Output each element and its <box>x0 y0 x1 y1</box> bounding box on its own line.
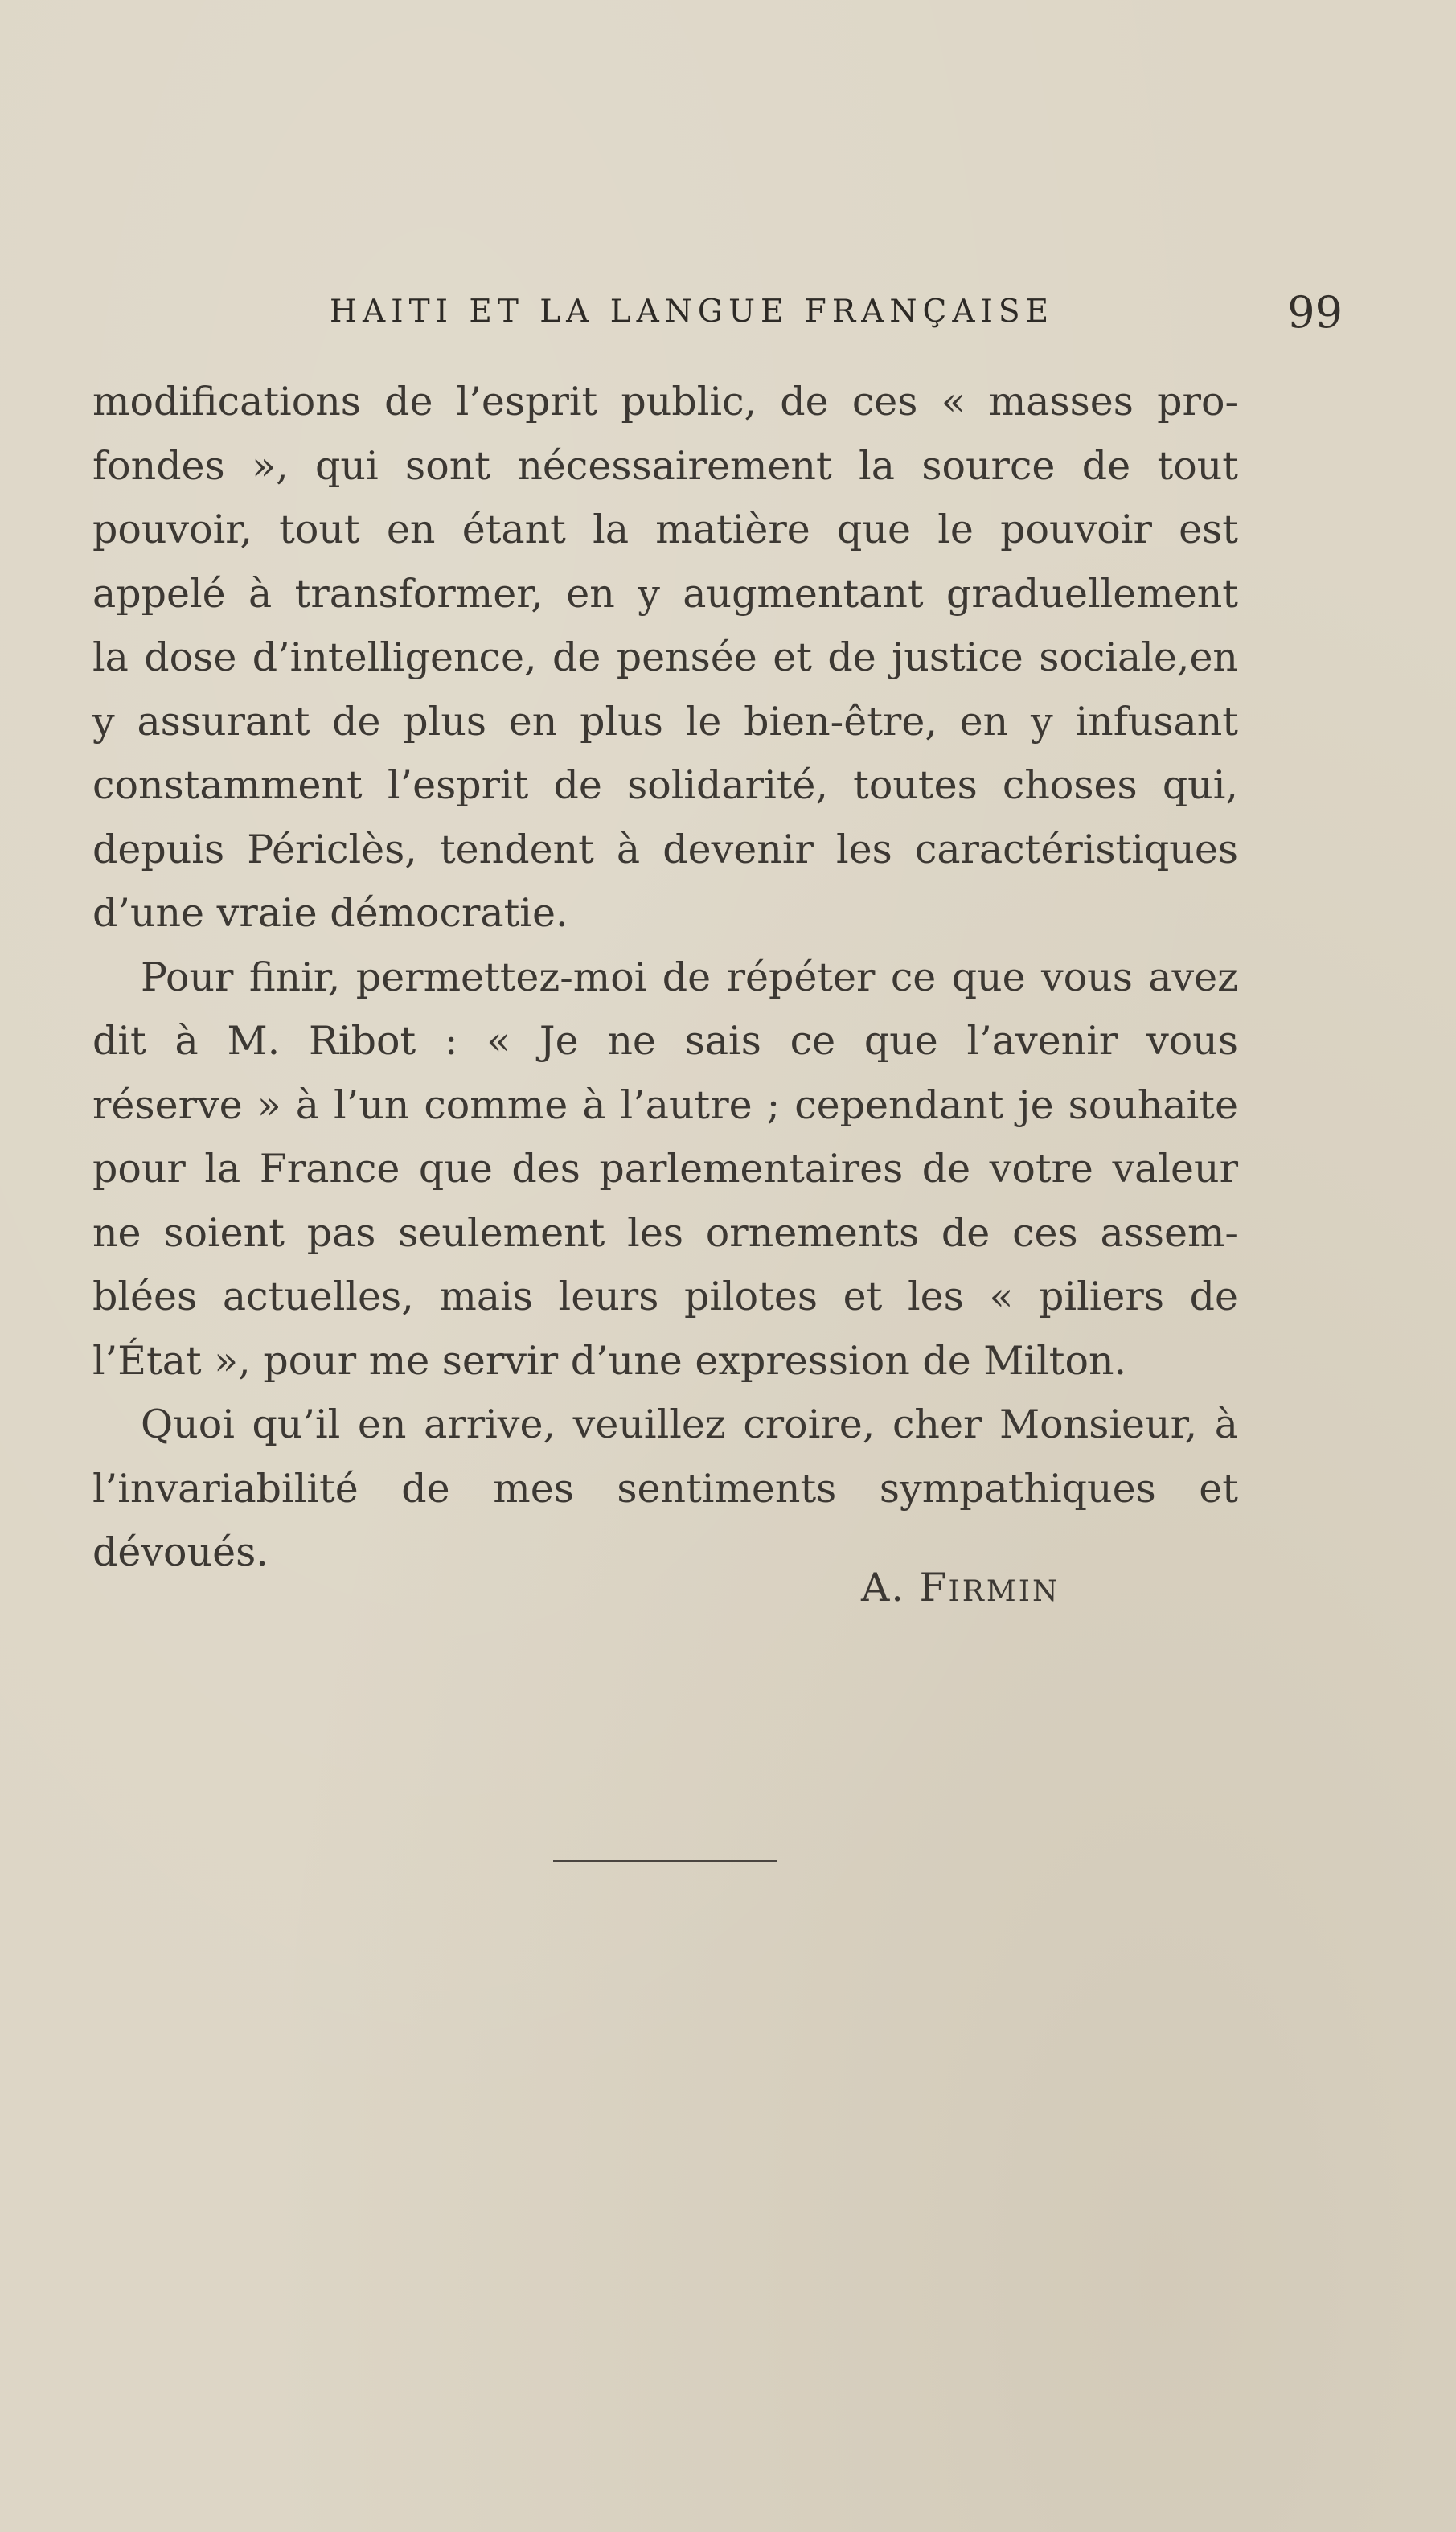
text-line: dit à M. Ribot : « Je ne sais ce que l’avenir vous <box>92 1018 1238 1064</box>
text-line: l’invariabilité de mes sentiments sympathiques et <box>92 1465 1238 1512</box>
text-line: ne soient pas seulement les ornements de ces assem- <box>92 1209 1238 1256</box>
end-rule <box>553 1860 777 1862</box>
text-line: la dose d’intelligence, de pensée et de justice sociale,en <box>92 634 1238 680</box>
text-line: Pour finir, permettez-moi de répéter ce que vous avez <box>141 954 1238 1000</box>
text-line: appelé à transformer, en y augmentant graduellement <box>92 570 1238 617</box>
text-line: Quoi qu’il en arrive, veuillez croire, cher Monsieur, à <box>141 1401 1238 1447</box>
text-line: l’État », pour me servir d’une expression de Milton. <box>92 1337 1127 1384</box>
text-line: modifications de l’esprit public, de ces « masses pro- <box>92 379 1238 425</box>
page-number: 99 <box>1287 287 1343 338</box>
running-title: HAITI ET LA LANGUE FRANÇAISE <box>330 293 1055 330</box>
signature-initial: A. <box>861 1565 905 1611</box>
text-line: fondes », qui sont nécessairement la source de tout <box>92 442 1238 489</box>
text-line: y assurant de plus en plus le bien-être, en y infusant <box>92 698 1238 745</box>
text-line: d’une vraie démocratie. <box>92 890 568 936</box>
text-line: depuis Périclès, tendent à devenir les caractéristiques <box>92 826 1238 872</box>
body-text <box>92 370 1238 1585</box>
text-line: dévoués. <box>92 1529 269 1575</box>
signature-surname-rest: IRMIN <box>948 1575 1060 1608</box>
text-line: blées actuelles, mais leurs pilotes et les « piliers de <box>92 1274 1238 1319</box>
running-head <box>330 287 1343 342</box>
text-line: réserve » à l’un comme à l’autre ; cependant je souhaite <box>92 1081 1238 1128</box>
signature <box>861 1565 1060 1611</box>
signature-surname-initial: F <box>919 1565 949 1611</box>
text-line: pour la France que des parlementaires de votre valeur <box>92 1146 1238 1192</box>
text-line: pouvoir, tout en étant la matière que le pouvoir est <box>92 507 1238 552</box>
text-line: constamment l’esprit de solidarité, toutes choses qui, <box>92 762 1238 808</box>
